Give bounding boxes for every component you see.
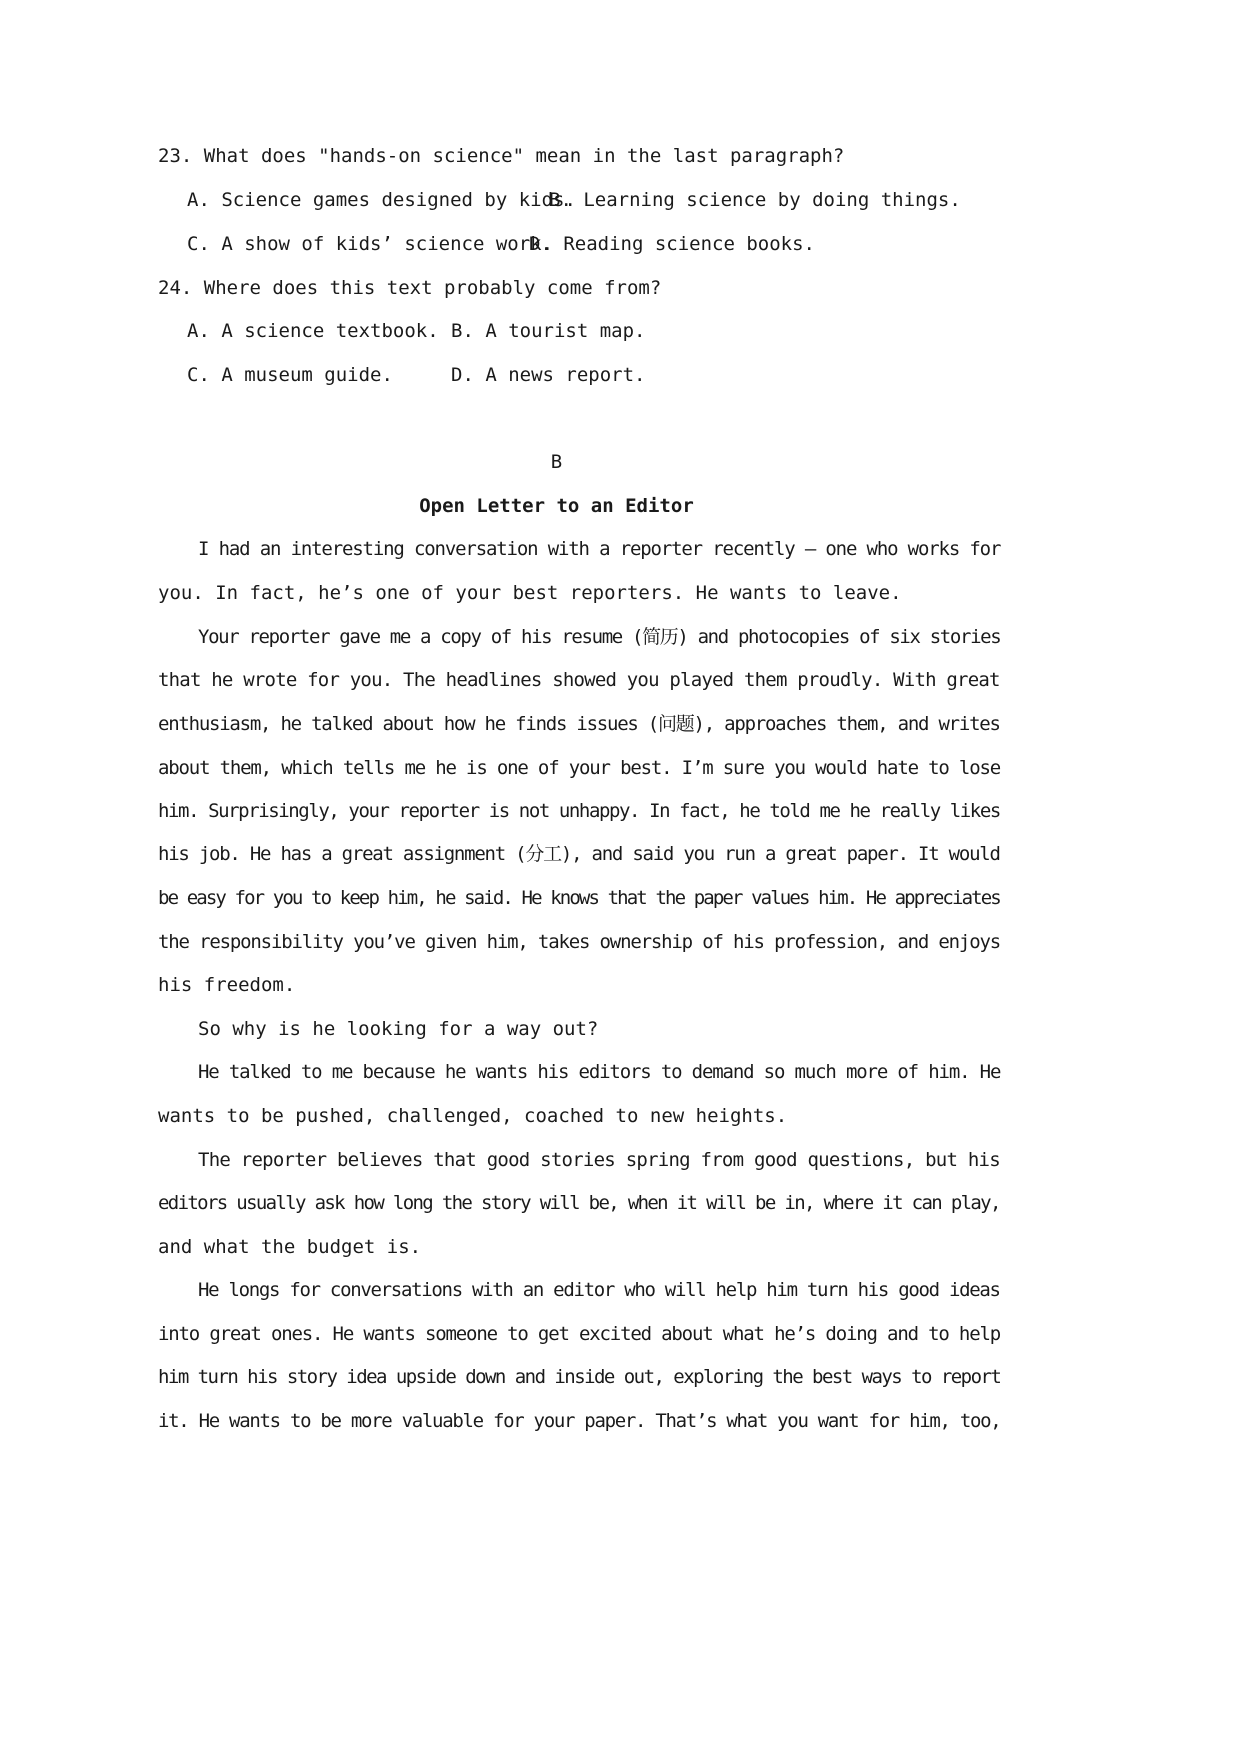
passage-line: him. Surprisingly, your reporter is not unhappy. In fact, he told me he really likes <box>158 800 1000 822</box>
passage-line: and what the budget is. <box>158 1236 422 1258</box>
question-24-option-b: B. A tourist map. <box>451 320 646 342</box>
passage-line: into great ones. He wants someone to get excited about what he’s doing and to help <box>158 1323 1000 1345</box>
passage-line: Your reporter gave me a copy of his resume (简历) and photocopies of six stories <box>198 626 1001 648</box>
passage-line: enthusiasm, he talked about how he finds issues (问题), approaches them, and writes <box>158 713 1000 735</box>
passage-line: I had an interesting conversation with a reporter recently – one who works for <box>198 538 1001 560</box>
passage-line: about them, which tells me he is one of your best. I’m sure you would hate to lose <box>158 757 1000 779</box>
question-23-option-c: C. A show of kids’ science work. <box>187 233 554 255</box>
question-23: 23. What does "hands-on science" mean in the last paragraph? <box>158 145 845 167</box>
passage-line: be easy for you to keep him, he said. He knows that the paper values him. He appreciates <box>158 887 1000 909</box>
question-24: 24. Where does this text probably come from? <box>158 277 662 299</box>
passage-line: The reporter believes that good stories spring from good questions, but his <box>198 1149 1000 1171</box>
question-23-option-b: B. Learning science by doing things. <box>549 189 961 211</box>
question-23-option-a: A. Science games designed by kids. <box>187 189 576 211</box>
passage-line: the responsibility you’ve given him, takes ownership of his profession, and enjoys <box>158 931 1000 953</box>
passage-line: that he wrote for you. The headlines showed you played them proudly. With great <box>158 669 1000 691</box>
passage-line: editors usually ask how long the story will be, when it will be in, where it can play, <box>158 1192 1000 1214</box>
question-24-option-d: D. A news report. <box>451 364 646 386</box>
question-24-option-c: C. A museum guide. <box>187 364 393 386</box>
passage-line: He talked to me because he wants his editors to demand so much more of him. He <box>198 1061 1001 1083</box>
section-label: B <box>550 451 563 473</box>
passage-line: his job. He has a great assignment (分工), and said you run a great paper. It would <box>158 843 1000 865</box>
passage-line: him turn his story idea upside down and inside out, exploring the best ways to report <box>158 1366 1001 1388</box>
passage-line: it. He wants to be more valuable for your paper. That’s what you want for him, too, <box>158 1410 1001 1432</box>
passage-line: his freedom. <box>158 974 296 996</box>
question-24-option-a: A. A science textbook. <box>187 320 439 342</box>
passage-line: wants to be pushed, challenged, coached to new heights. <box>158 1105 788 1127</box>
passage-line: He longs for conversations with an editor who will help him turn his good ideas <box>198 1279 1000 1301</box>
question-23-option-d: D. Reading science books. <box>529 233 815 255</box>
passage-line: So why is he looking for a way out? <box>198 1018 599 1040</box>
passage-title: Open Letter to an Editor <box>419 495 694 517</box>
passage-line: you. In fact, he’s one of your best reporters. He wants to leave. <box>158 582 902 604</box>
